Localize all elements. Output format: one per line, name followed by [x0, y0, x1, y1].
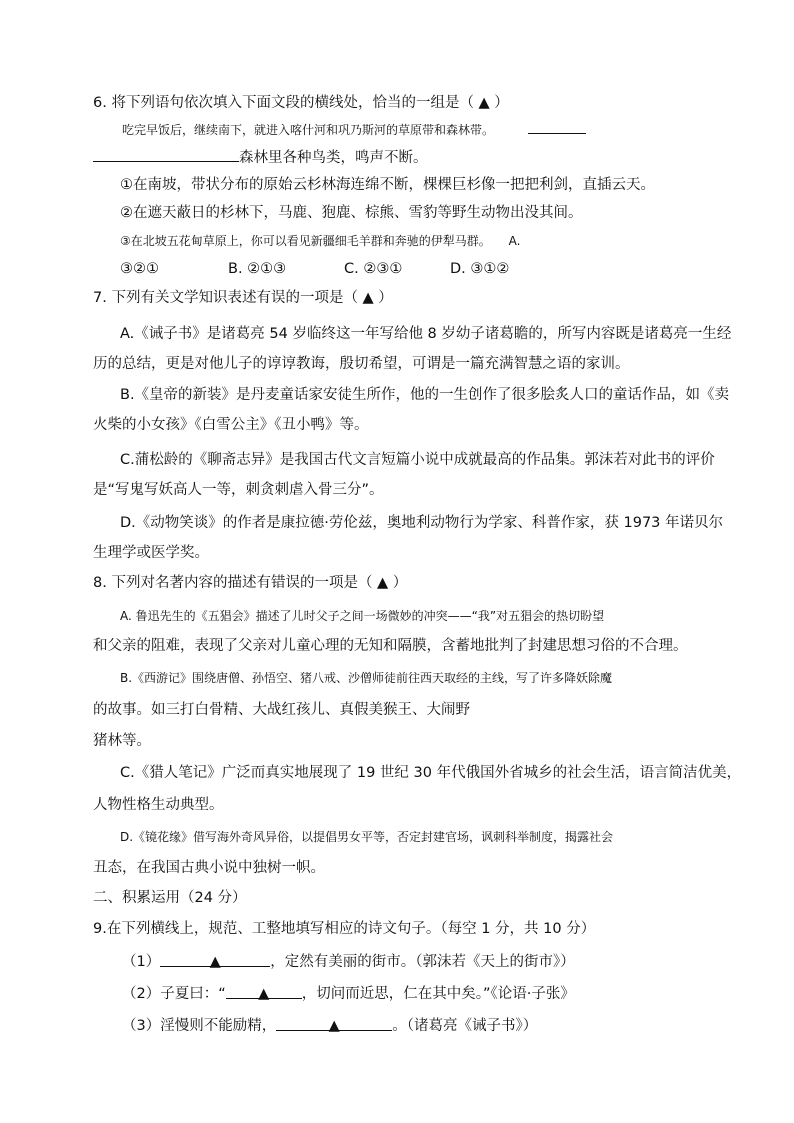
q8-option-d-line1: D.《镜花缘》借写海外奇风异俗，以提倡男女平等，否定封建官场，讽刺科举制度，揭露社会	[120, 830, 614, 844]
section-2-heading: 二、积累运用（24 分）	[93, 890, 247, 906]
q6-option-a-label: A.	[508, 234, 521, 248]
q8-option-a-line1: A. 鲁迅先生的《五猖会》描述了儿时父子之间一场微妙的冲突——“我”对五猖会的热切盼望	[120, 609, 605, 623]
q6-passage-a: 吃完早饭后，继续南下，就进入喀什河和巩乃斯河的草原带和森林带。	[122, 123, 495, 137]
q6-passage-b: 森林里各种鸟类，鸣声不断。	[239, 150, 428, 166]
q6-passage-line1	[122, 119, 586, 140]
q7-option-c-line2: 是“写鬼写妖高人一等，刺贪刺虐入骨三分”。	[93, 482, 384, 498]
q7-stem: 7. 下列有关文学知识表述有误的一项是（ ▲ ）	[93, 290, 393, 306]
q8-option-c-line1: C.《猎人笔记》广泛而真实地展现了 19 世纪 30 年代俄国外省城乡的社会生活，语言简洁优美，	[120, 765, 742, 781]
q6-sentence-1: ①在南坡，带状分布的原始云杉林海连绵不断，棵棵巨杉像一把把利剑，直插云天。	[120, 177, 655, 193]
q8-option-a-line2: 和父亲的阻难，表现了父亲对儿童心理的无知和隔膜，含蓄地批判了封建思想习俗的不合理。	[93, 638, 688, 654]
q6-option-c: C. ②③①	[344, 261, 403, 277]
q6-sentence-3: ③在北坡五花甸草原上，你可以看见新疆细毛羊群和奔驰的伊犁马群。	[120, 234, 491, 248]
q8-option-b-line1: B.《西游记》围绕唐僧、孙悟空、猪八戒、沙僧师徒前往西天取经的主线，写了许多降妖除魔	[120, 671, 613, 685]
q9-item-3	[122, 1016, 537, 1036]
q8-stem: 8. 下列对名著内容的描述有错误的一项是（ ▲ ）	[93, 575, 408, 591]
q7-option-a-line1: A.《诫子书》是诸葛亮 54 岁临终这一年写给他 8 岁幼子诸葛瞻的，所写内容既是诸葛亮一生经	[120, 326, 732, 342]
q9-blank-2[interactable]	[226, 984, 302, 1002]
q8-option-b-line2: 的故事。如三打白骨精、大战红孩儿、真假美猴王、大闹野	[93, 702, 470, 718]
q9-blank-3[interactable]	[276, 1016, 392, 1034]
q8-option-d-line2: 丑态，在我国古典小说中独树一帜。	[93, 860, 325, 876]
answer-mark-icon: ▲	[258, 986, 270, 1002]
q9-item-2-tail: ，切问而近思，仁在其中矣。”《论语·子张》	[301, 986, 575, 1002]
q9-item-1-number: （1）	[122, 954, 161, 970]
q7-option-c-line1: C.蒲松龄的《聊斋志异》是我国古代文言短篇小说中成就最高的作品集。郭沫若对此书的评价	[120, 452, 715, 468]
q6-blank-2	[93, 147, 239, 162]
answer-mark-icon: ▲	[209, 954, 221, 970]
q9-item-3-head: （3）淫慢则不能励精，	[122, 1018, 277, 1034]
q7-option-b-line1: B.《皇帝的新装》是丹麦童话家安徒生所作，他的一生创作了很多脍炙人口的童话作品，如《卖	[120, 387, 730, 403]
q6-sentence-2: ②在遮天蔽日的杉林下，马鹿、狍鹿、棕熊、雪豹等野生动物出没其间。	[120, 205, 583, 221]
q9-item-1-tail: ，定然有美丽的街市。（郭沫若《天上的街市》）	[270, 954, 575, 970]
q7-option-d-line1: D.《动物笑谈》的作者是康拉德·劳伦兹，奥地利动物行为学家、科普作家，获 1973 年诺贝尔	[120, 515, 723, 531]
q7-option-b-line2: 火柴的小女孩》《白雪公主》《丑小鸭》等。	[93, 417, 369, 433]
q7-option-a-line2: 历的总结，更是对他儿子的谆谆教诲，殷切希望，可谓是一篇充满智慧之语的家训。	[93, 356, 630, 372]
q9-stem: 9.在下列横线上，规范、工整地填写相应的诗文句子。（每空 1 分，共 10 分）	[93, 921, 596, 937]
q9-item-3-tail: 。（诸葛亮《诫子书》）	[392, 1018, 538, 1034]
q6-options	[120, 259, 510, 279]
q8-option-b-line3: 猪林等。	[93, 733, 151, 749]
q7-option-d-line2: 生理学或医学奖。	[93, 545, 209, 561]
q9-item-2-head: （2）子夏曰：“	[122, 986, 226, 1002]
answer-mark-icon: ▲	[328, 1018, 340, 1034]
q6-sentence-3-line	[120, 231, 520, 251]
q6-stem: 6. 将下列语句依次填入下面文段的横线处，恰当的一组是（ ▲ ）	[93, 95, 509, 111]
q8-option-c-line2: 人物性格生动典型。	[93, 797, 224, 813]
q9-blank-1[interactable]	[160, 952, 270, 970]
q6-option-a: ③②①	[120, 261, 159, 277]
q6-option-d: D. ③①②	[450, 261, 510, 277]
q9-item-1	[122, 952, 575, 972]
q9-item-2	[122, 984, 575, 1004]
q6-blank-1	[528, 119, 586, 134]
q6-passage-line2	[93, 147, 428, 168]
q6-option-b: B. ②①③	[228, 261, 287, 277]
